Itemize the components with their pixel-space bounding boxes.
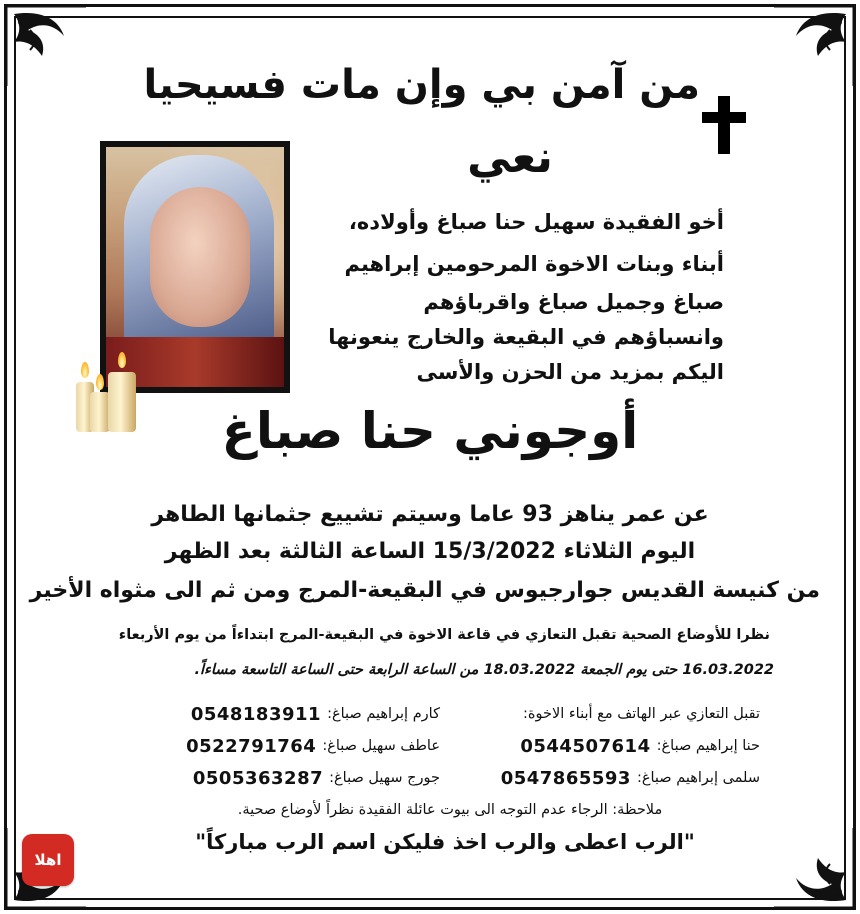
contacts-column-left [120,698,440,794]
contact-phone[interactable]: 0544507614 [520,735,651,757]
corner-ornament-icon [768,822,860,914]
page-title: من آمن بي وإن مات فسيحيا [143,62,700,108]
corner-ornament-icon [0,0,92,92]
contact-label: تقبل التعازي عبر الهاتف مع أبناء الاخوة: [523,706,760,722]
cross-icon [702,96,746,154]
contact-row [120,730,440,762]
contact-row [440,698,760,730]
announcement-line: وانسباؤهم في البقيعة والخارج ينعونها [328,325,724,349]
contact-phone[interactable]: 0522791764 [186,735,317,757]
badge-label: اهلا [34,851,62,869]
announcement-line: صباغ وجميل صباغ واقرباؤهم [423,290,724,314]
phone-contacts [120,698,760,790]
contact-label: سلمى إبراهيم صباغ: [636,770,760,786]
funeral-line: من كنيسة القديس جوارجيوس في البقيعة-المرج ومن ثم الى مثواه الأخير [29,578,820,603]
corner-ornament-icon [768,0,860,92]
contact-row [440,730,760,762]
page-subtitle: نعي [467,132,553,183]
condolence-notice-line: 16.03.2022 حتى يوم الجمعة 18.03.2022 من الساعة الرابعة حتى الساعة التاسعة مساءاً. [194,662,774,678]
deceased-name: أوجوني حنا صباغ [221,402,639,460]
contact-phone[interactable]: 0548183911 [190,703,322,725]
contact-label: جورج سهيل صباغ: [329,770,440,786]
site-logo-badge[interactable] [22,834,74,886]
funeral-line: عن عمر يناهز 93 عاما وسيتم تشييع جثمانها الطاهر [151,502,709,527]
candles-icon [74,340,144,432]
announcement-line: اليكم بمزيد من الحزن والأسى [416,360,724,384]
contact-row [120,698,440,730]
contact-label: حنا إبراهيم صباغ: [656,738,760,754]
contact-label: عاطف سهيل صباغ: [322,738,440,754]
contact-phone[interactable]: 0505363287 [192,767,324,789]
funeral-line: اليوم الثلاثاء 15/3/2022 الساعة الثالثة بعد الظهر [164,539,696,564]
contact-label: كارم إبراهيم صباغ: [327,706,440,722]
announcement-line: أخو الفقيدة سهيل حنا صباغ وأولاده، [348,210,724,234]
contact-phone[interactable]: 0547865593 [500,767,631,789]
condolence-notice-line: نظرا للأوضاع الصحية تقبل التعازي في قاعة الاخوة في البقيعة-المرج ابتداءاً من يوم الأربعاء [118,627,770,643]
contact-row [120,762,440,794]
contacts-column-right [440,698,760,794]
remark-text: ملاحظة: الرجاء عدم التوجه الى بيوت عائلة الفقيدة نظراً لأوضاع صحية. [237,802,663,818]
announcement-line: أبناء وبنات الاخوة المرحومين إبراهيم [344,252,724,276]
closing-quote: "الرب اعطى والرب اخذ فليكن اسم الرب مباركاً" [195,830,695,854]
contact-row [440,762,760,794]
